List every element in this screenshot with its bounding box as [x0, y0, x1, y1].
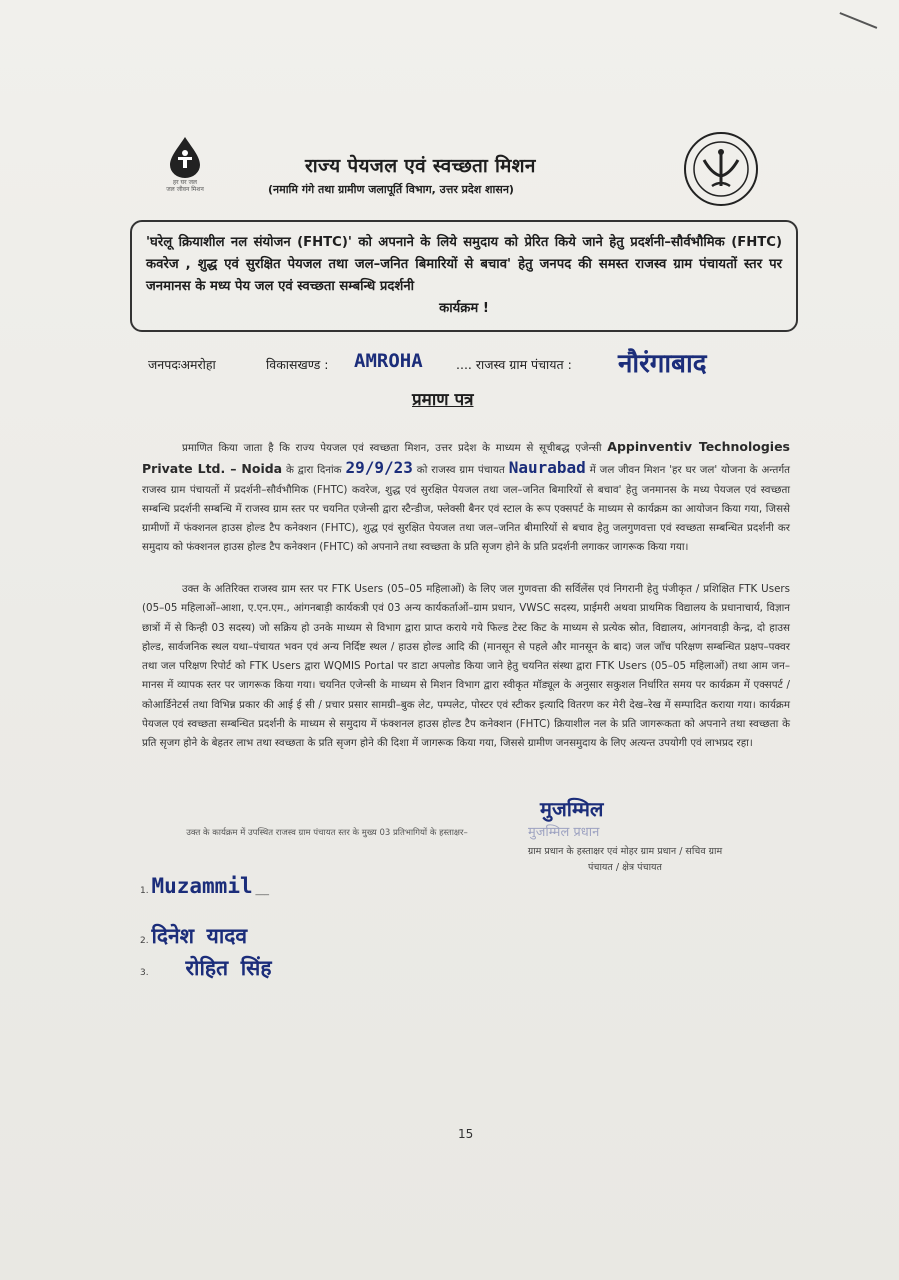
banner-last-line: कार्यक्रम ! [439, 301, 489, 316]
signature-1: Muzammil [151, 874, 253, 898]
logo-caption-2: जल जीवन मिशन [166, 186, 204, 193]
vikaskhand-value: AMROHA [354, 350, 423, 372]
signature-2-number: 2. [140, 936, 149, 946]
up-government-seal-icon [682, 130, 760, 212]
pen-mark [839, 0, 882, 29]
pradhan-caption: ग्राम प्रधान के हस्ताक्षर एवं मोहर ग्राम प्रधान / सचिव ग्राम पंचायत / क्षेत्र पंचायत [527, 846, 723, 873]
har-ghar-jal-logo [150, 135, 220, 215]
pradhan-stamp: मुजम्मिल प्रधान [528, 825, 600, 840]
gram-panchayat-value: नौरंगाबाद [618, 349, 707, 379]
para1-part-a: प्रमाणित किया जाता है कि राज्य पेयजल एवं स्वच्छता मिशन, उत्तर प्रदेश के माध्यम से सूचीबद्ध एजेन्सी [182, 442, 602, 454]
certificate-paragraph-1 [142, 437, 790, 558]
gram-panchayat-label: .... राजस्व ग्राम पंचायत : [456, 357, 572, 372]
document-page: हर घर जल जल जीवन मिशन राज्य पेयजल एवं स्वच्छता मिशन (नमामि गंगे तथा ग्रामीण जलापूर्ति विभाग, उत्तर प्रदेश शासन) 'घरेलू क्रियाशील नल संयोजन (FHTC)' को अपनाने के लिये समुदाय को प्रेरित किये जाने हेतु प्रदर्शनी–सौर्वभौमिक (FHTC) कवरेज , शुद्ध एवं सुरक्षित पेयजल तथा जल–जनित बिमारियों से बचाव' हेतु जनपद की समस्त राजस्व ग्राम पंचायतों स्तर पर जनमानस के मध्य पेय जल एवं स्वच्छता सम्बन्धि प्रदर्शनी कार्यक्रम ! जनपदःअमरोहा विकासखण्ड : AMROHA .... राजस्व ग्राम पंचायत : नौरंगाबाद प्रमाण पत्र प्रमाणित किया जाता है कि राज्य पेयजल एवं स्वच्छता मिशन, उत्तर प्रदेश के माध्यम से सूचीबद्ध एजेन्सी Appinventiv Technologies Private Ltd. – Noida के द्वारा दिनांक 29/9/23 को राजस्व ग्राम पंचायत Naurabad में जल जीवन मिशन 'हर घर जल' योजना के अन्तर्गत राजस्व ग्राम पंचायतों में प्रदर्शनी–सौर्वभौमिक (FHTC) कवरेज, शुद्ध एवं सुरक्षित पेयजल तथा जल–जनित बिमारियों से बचाव' हेतु जनमानस के मध्य पेयजल एवं स्वच्छता सम्बन्धि प्रदर्शनी सम्बन्धि में राजस्व ग्राम स्तर पर चयनित एजेन्सी द्वारा स्टैन्डीज, फ्लेक्सी बैनर एवं स्टाल के रूप एक्सपर्ट के माध्यम से कार्यक्रम का आयोजन किया गया, जिससे ग्रामीणों में फंक्शनल हाउस होल्ड टैप कनेक्शन (FHTC), शुद्ध एवं सुरक्षित पेयजल तथा जल–जनित बीमारियों से बचाव हेतु जलगुणवत्ता एवं स्वच्छता सम्बन्धित प्रदर्शनी कर समुदाय को फंक्शनल हाउस होल्ड टैप कनेक्शन (FHTC) को अपनाने तथा स्वच्छता के प्रति सृजग होने के प्रति प्रदर्शनी लगाकर जागरूक किया गया। उक्त के अतिरिक्त राजस्व ग्राम स्तर पर FTK Users (05–05 महिलाओं) के लिए जल गुणवत्ता की सर्विलेंस एवं निगरानी हेतु पंजीकृत / प्रशिक्षित FTK Users (05–05 महिलाओं–आशा, ए.एन.एम., आंगनबाड़ी कार्यकत्री एवं 03 अन्य कार्यकर्ताओं–ग्राम प्रधान, VWSC सदस्य, प्राईमरी अथवा प्राथमिक विद्यालय के प्रधानाचार्य, विज्ञान छात्रों में से किन्ही 03 सदस्य) जो सक्रिय हो उनके माध्यम से विभाग द्वारा प्राप्त कराये गये फिल्ड टेस्ट किट के माध्यम से प्रत्येक स्रोत, विद्यालय, आंगनवाड़ी केन्द्र, दो हाउस होल्ड, सार्वजनिक स्थल यथा–पंचायत भवन एवं अन्य निर्दिष्ट स्थल / हाउस होल्ड आदि की (मानसून से पहले और मानसून के बाद) जल जाँच परिक्षण सम्बन्धित प्रक्षप–पक्वर तथा जल परिक्षण रिपोर्ट को FTK Users द्वारा WQMIS Portal पर डाटा अपलोड किया जाने हेतु चयनित संस्था द्वारा FTK Users (05–05 महिलाओं) तथा आम जन–मानस में व्यापक स्तर पर जागरूक किया गया। चयनित एजेन्सी के माध्यम से मिशन विभाग द्वारा स्वीकृत मॉड्यूल के अनुसार सकुशल निर्धारित समय पर कार्यक्रम में एक्सपर्ट / कोआर्डिनेटर्स तथा विभिन्न प्रकार की आई ई सी / प्रचार प्रसार सामग्री–बुक लेट, पम्पलेट, पोस्टर एवं स्टीकर इत्यादि वितरण कर मेरी देख–रेख में सम्पादित कराया गया। कार्यक्रम पेयजल एवं स्वच्छता सम्बन्धित प्रदर्शनी के माध्यम से समुदाय में फंक्शनल हाउस होल्ड टैप कनेक्शन (FHTC) क्रियाशील नल के प्रति जागरूकता को अपनाने तथा स्वच्छता के प्रति सृजग होने के बेहतर लाभ तथा स्वच्छता के प्रति सृजग होने की दिशा में जागरूक किया गया, जिससे ग्रामीण जनसमुदाय के लिए अत्यन्त उपयोगी एवं लाभप्रद रहा। उक्त के कार्यक्रम में उपस्थित राजस्व ग्राम पंचायत स्तर के मुख्य 03 प्रतिभागियों के हस्ताक्षर– 1. Muzammil ___ 2. दिनेश यादव 3. रोहित सिंह मुजम्मिल मुजम्मिल प्रधान ग्राम प्रधान के हस्ताक्षर एवं मोहर ग्राम प्रधान / सचिव ग्राम पंचायत / क्षेत्र पंचायत 15 [0, 0, 899, 1280]
para1-part-b: के द्वारा दिनांक [286, 464, 342, 477]
certificate-paragraph-2: उक्त के अतिरिक्त राजस्व ग्राम स्तर पर FTK Users (05–05 महिलाओं) के लिए जल गुणवत्ता की सर्विलेंस एवं निगरानी हेतु पंजीकृत / प्रशिक्षित FTK Users (05–05 महिलाओं–आशा, ए.एन.एम., आंगनबाड़ी कार्यकत्री एवं 03 अन्य कार्यकर्ताओं–ग्राम प्रधान, VWSC सदस्य, प्राईमरी अथवा प्राथमिक विद्यालय के प्रधानाचार्य, विज्ञान छात्रों में से किन्ही 03 सदस्य) जो सक्रिय हो उनके माध्यम से विभाग द्वारा प्राप्त कराये गये फिल्ड टेस्ट किट के माध्यम से प्रत्येक स्रोत, विद्यालय, आंगनवाड़ी केन्द्र, दो हाउस होल्ड, सार्वजनिक स्थल यथा–पंचायत भवन एवं अन्य निर्दिष्ट स्थल / हाउस होल्ड आदि की (मानसून से पहले और मानसून के बाद) जल जाँच परिक्षण सम्बन्धित प्रक्षप–पक्वर तथा जल परिक्षण रिपोर्ट को FTK Users द्वारा WQMIS Portal पर डाटा अपलोड किया जाने हेतु चयनित संस्था द्वारा FTK Users (05–05 महिलाओं) तथा आम जन–मानस में व्यापक स्तर पर जागरूक किया गया। चयनित एजेन्सी के माध्यम से मिशन विभाग द्वारा स्वीकृत मॉड्यूल के अनुसार सकुशल निर्धारित समय पर कार्यक्रम में एक्सपर्ट / कोआर्डिनेटर्स तथा विभिन्न प्रकार की आई ई सी / प्रचार प्रसार सामग्री–बुक लेट, पम्पलेट, पोस्टर एवं स्टीकर इत्यादि वितरण कर मेरी देख–रेख में सम्पादित कराया गया। कार्यक्रम पेयजल एवं स्वच्छता सम्बन्धित प्रदर्शनी के माध्यम से समुदाय में फंक्शनल हाउस होल्ड टैप कनेक्शन (FHTC) क्रियाशील नल के प्रति जागरूकता को अपनाने तथा स्वच्छता के प्रति सृजग होने के बेहतर लाभ तथा स्वच्छता के प्रति सृजग होने की दिशा में जागरूक किया गया, जिससे ग्रामीण जनसमुदाय के लिए अत्यन्त उपयोगी एवं लाभप्रद रहा। [142, 583, 790, 750]
janpad-label: जनपदःअमरोहा [148, 357, 216, 372]
agency-name: Appinventiv Technologies Private Ltd. – Noida [142, 439, 790, 477]
program-banner [130, 220, 798, 332]
program-date: 29/9/23 [345, 458, 413, 478]
vikaskhand-label: विकासखण्ड : [266, 357, 329, 372]
signature-3-number: 3. [140, 968, 149, 978]
signature-2: दिनेश यादव [151, 924, 248, 948]
signature-1-number: 1. [140, 886, 149, 896]
letterhead [150, 130, 760, 210]
village-name: Naurabad [508, 458, 586, 478]
signature-3: रोहित सिंह [185, 956, 272, 980]
certificate-title: प्रमाण पत्र [412, 390, 474, 410]
para1-part-d: में जल जीवन मिशन 'हर घर जल' योजना के अन्तर्गत राजस्व ग्राम पंचायतों में प्रदर्शनी–सौर्वभौमिक (FHTC) कवरेज, शुद्ध एवं सुरक्षित पेयजल तथा जल–जनित बिमारियों से बचाव' हेतु जनमानस के मध्य पेयजल एवं स्वच्छता सम्बन्धि प्रदर्शनी सम्बन्धि में राजस्व ग्राम स्तर पर चयनित एजेन्सी द्वारा स्टैन्डीज, फ्लेक्सी बैनर एवं स्टाल के रूप एक्सपर्ट के माध्यम से कार्यक्रम का आयोजन किया गया, जिससे ग्रामीणों में फंक्शनल हाउस होल्ड टैप कनेक्शन (FHTC), शुद्ध एवं सुरक्षित पेयजल तथा जल–जनित बीमारियों से बचाव हेतु जलगुणवत्ता एवं स्वच्छता सम्बन्धित प्रदर्शनी कर समुदाय को फंक्शनल हाउस होल्ड टैप कनेक्शन (FHTC) को अपनाने तथा स्वच्छता के प्रति सृजग होने के प्रति प्रदर्शनी लगाकर जागरूक किया गया। [142, 464, 791, 554]
logo-caption-1: हर घर जल [173, 179, 197, 186]
mission-subtitle: (नमामि गंगे तथा ग्रामीण जलापूर्ति विभाग, उत्तर प्रदेश शासन) [268, 183, 514, 196]
pradhan-signature: मुजम्मिल [540, 797, 604, 821]
page-number: 15 [458, 1127, 474, 1141]
banner-text: 'घरेलू क्रियाशील नल संयोजन (FHTC)' को अपनाने के लिये समुदाय को प्रेरित किये जाने हेतु प्रदर्शनी–सौर्वभौमिक (FHTC) कवरेज , शुद्ध एवं सुरक्षित पेयजल तथा जल–जनित बिमारियों से बचाव' हेतु जनपद की समस्त राजस्व ग्राम पंचायतों स्तर पर जनमानस के मध्य पेय जल एवं स्वच्छता सम्बन्धि प्रदर्शनी [146, 235, 782, 294]
pradhan-signature-block [520, 795, 730, 876]
participants-note: उक्त के कार्यक्रम में उपस्थित राजस्व ग्राम पंचायत स्तर के मुख्य 03 प्रतिभागियों के हस्ताक्षर– [186, 828, 468, 838]
para1-part-c: को राजस्व ग्राम पंचायत [416, 464, 505, 477]
mission-title: राज्य पेयजल एवं स्वच्छता मिशन [305, 155, 536, 177]
